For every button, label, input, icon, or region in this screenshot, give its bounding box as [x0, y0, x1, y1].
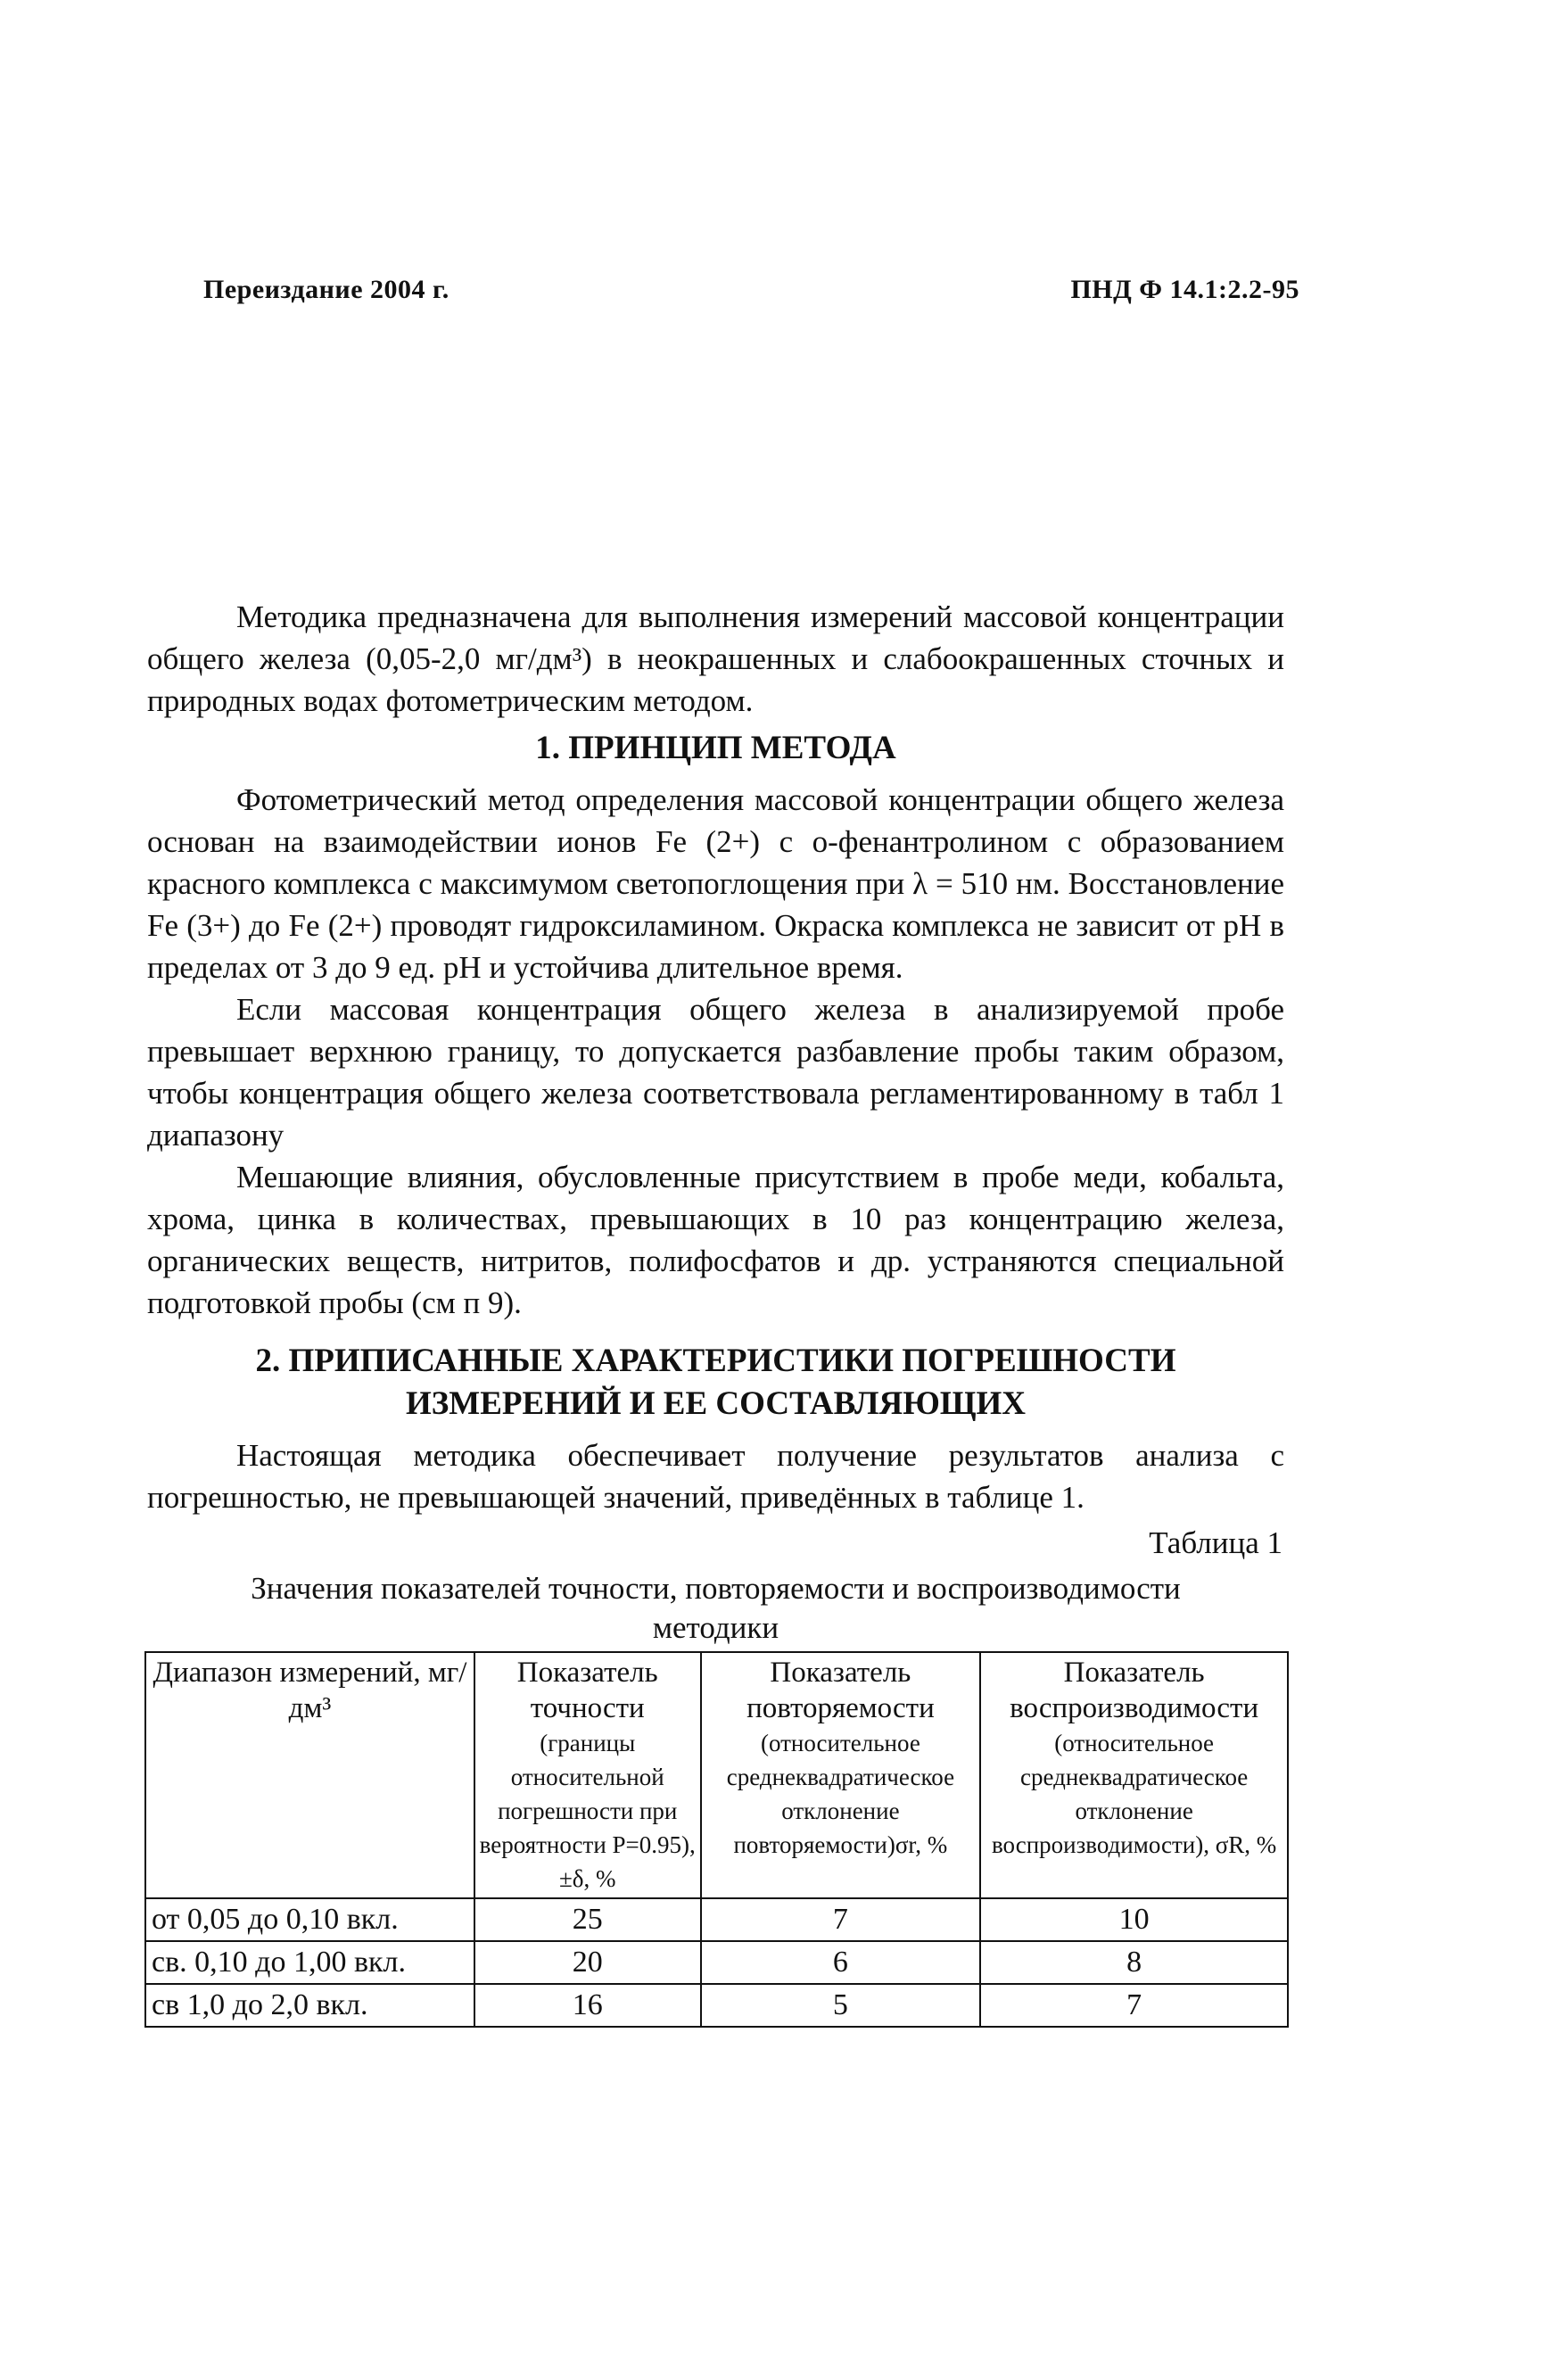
header-repeatability-sub: (относительное среднеквадратическое отклонение повторяемости)σr, %: [726, 1730, 955, 1858]
cell-reproducibility: 8: [980, 1941, 1288, 1984]
section-1-title: 1. ПРИНЦИП МЕТОДА: [535, 730, 896, 766]
header-repeatability-title: Показатель повторяемости: [746, 1657, 935, 1724]
page-content: [147, 596, 1284, 2028]
header-range: [145, 1652, 474, 1898]
cell-accuracy: 16: [474, 1984, 701, 2027]
table-caption: Значения показателей точности, повторяемости и воспроизводимости методики: [251, 1571, 1181, 1645]
accuracy-table: [144, 1651, 1289, 2028]
cell-accuracy: 20: [474, 1941, 701, 1984]
cell-range: св. 0,10 до 1,00 вкл.: [145, 1941, 474, 1984]
header-accuracy: [474, 1652, 701, 1898]
table-row: [145, 1941, 1288, 1984]
section-2-title-line-2: ИЗМЕРЕНИЙ И ЕЕ СОСТАВЛЯЮЩИХ: [406, 1385, 1026, 1422]
table-row: [145, 1898, 1288, 1941]
header-range-title: Диапазон измерений, мг/дм³: [153, 1657, 467, 1724]
section-1-paragraph-2: Если массовая концентрация общего железа в анализируемой пробе превышает верхнюю границу, то допускается разбавление пробы таким образом, чтобы концентрация общего железа соответствовала регламентированному в табл 1 диапазону: [147, 992, 1284, 1153]
cell-reproducibility: 10: [980, 1898, 1288, 1941]
cell-repeatability: 6: [701, 1941, 981, 1984]
cell-range: от 0,05 до 0,10 вкл.: [145, 1898, 474, 1941]
table-row: [145, 1984, 1288, 2027]
section-2-title: [147, 1340, 1284, 1426]
cell-reproducibility: 7: [980, 1984, 1288, 2027]
table-number: Таблица 1: [1149, 1525, 1282, 1560]
header-left: Переиздание 2004 г.: [203, 275, 449, 304]
section-1-paragraph-1: Фотометрический метод определения массовой концентрации общего железа основан на взаимодействии ионов Fe (2+) с о-фенантролином с образованием красного комплекса с максимумом светопоглощения при λ = 510 нм. Восстановление Fe (3+) до Fe (2+) проводят гидроксиламином. Окраска комплекса не зависит от рН в пределах от 3 до 9 ед. рН и устойчива длительное время.: [147, 782, 1284, 985]
cell-accuracy: 25: [474, 1898, 701, 1941]
section-1-paragraph-3: Мешающие влияния, обусловленные присутствием в пробе меди, кобальта, хрома, цинка в количествах, превышающих в 10 раз концентрацию железа, органических веществ, нитритов, полифосфатов и др. устраняются специальной подготовкой пробы (см п 9).: [147, 1160, 1284, 1320]
header-reproducibility: [980, 1652, 1288, 1898]
intro-paragraph: Методика предназначена для выполнения измерений массовой концентрации общего железа (0,05-2,0 мг/дм³) в неокрашенных и слабоокрашенных сточных и природных водах фотометрическим методом.: [147, 599, 1284, 718]
cell-range: св 1,0 до 2,0 вкл.: [145, 1984, 474, 2027]
table-header-row: [145, 1652, 1288, 1898]
header-accuracy-sub: (границы относительной погрешности при вероятности Р=0.95), ±δ, %: [479, 1730, 696, 1892]
header-reproducibility-sub: (относительное среднеквадратическое отклонение воспроизводимости), σR, %: [991, 1730, 1277, 1858]
header-right: ПНД Ф 14.1:2.2-95: [1070, 275, 1299, 304]
header-reproducibility-title: Показатель воспроизводимости: [1010, 1657, 1259, 1724]
section-2-title-line-1: 2. ПРИПИСАННЫЕ ХАРАКТЕРИСТИКИ ПОГРЕШНОСТИ: [255, 1343, 1176, 1379]
cell-repeatability: 5: [701, 1984, 981, 2027]
header-accuracy-title: Показатель точности: [516, 1657, 658, 1724]
cell-repeatability: 7: [701, 1898, 981, 1941]
header-repeatability: [701, 1652, 981, 1898]
section-2-paragraph-1: Настоящая методика обеспечивает получение результатов анализа с погрешностью, не превышающей значений, приведённых в таблице 1.: [147, 1438, 1284, 1515]
